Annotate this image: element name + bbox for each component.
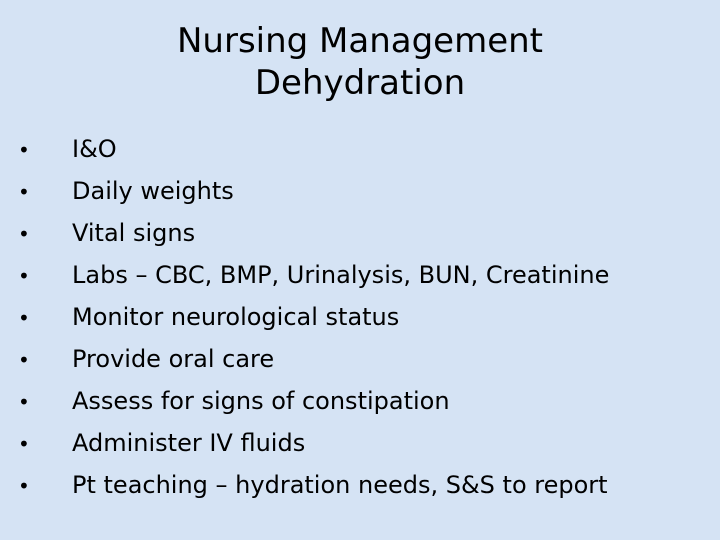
bullet-dot-icon: • — [18, 222, 30, 246]
bullet-text: Monitor neurological status — [72, 303, 400, 331]
slide-title-line-1: Nursing Management — [176, 21, 544, 61]
bullet-text: Labs – CBC, BMP, Urinalysis, BUN, Creatinine — [72, 261, 610, 289]
slide-title-line-2: Dehydration — [254, 63, 466, 103]
slide-title — [0, 20, 720, 104]
bullet-dot-icon: • — [18, 264, 30, 288]
bullet-item-labs — [18, 254, 708, 296]
bullet-list — [18, 128, 708, 506]
bullet-item-constipation — [18, 380, 708, 422]
bullet-dot-icon: • — [18, 432, 30, 456]
bullet-item-iv-fluids — [18, 422, 708, 464]
bullet-item-pt-teaching — [18, 464, 708, 506]
bullet-text: Vital signs — [72, 219, 196, 247]
bullet-dot-icon: • — [18, 348, 30, 372]
bullet-item-oral-care — [18, 338, 708, 380]
bullet-text: Administer IV fluids — [72, 429, 306, 457]
bullet-text: Provide oral care — [72, 345, 275, 373]
bullet-dot-icon: • — [18, 180, 30, 204]
bullet-dot-icon: • — [18, 474, 30, 498]
bullet-text: Pt teaching – hydration needs, S&S to report — [72, 471, 608, 499]
bullet-text: I&O — [72, 135, 117, 163]
bullet-item-vital-signs — [18, 212, 708, 254]
bullet-dot-icon: • — [18, 390, 30, 414]
bullet-dot-icon: • — [18, 306, 30, 330]
bullet-item-io — [18, 128, 708, 170]
bullet-item-daily-weights — [18, 170, 708, 212]
bullet-dot-icon: • — [18, 138, 30, 162]
bullet-text: Assess for signs of constipation — [72, 387, 450, 415]
bullet-item-neuro-status — [18, 296, 708, 338]
bullet-text: Daily weights — [72, 177, 234, 205]
